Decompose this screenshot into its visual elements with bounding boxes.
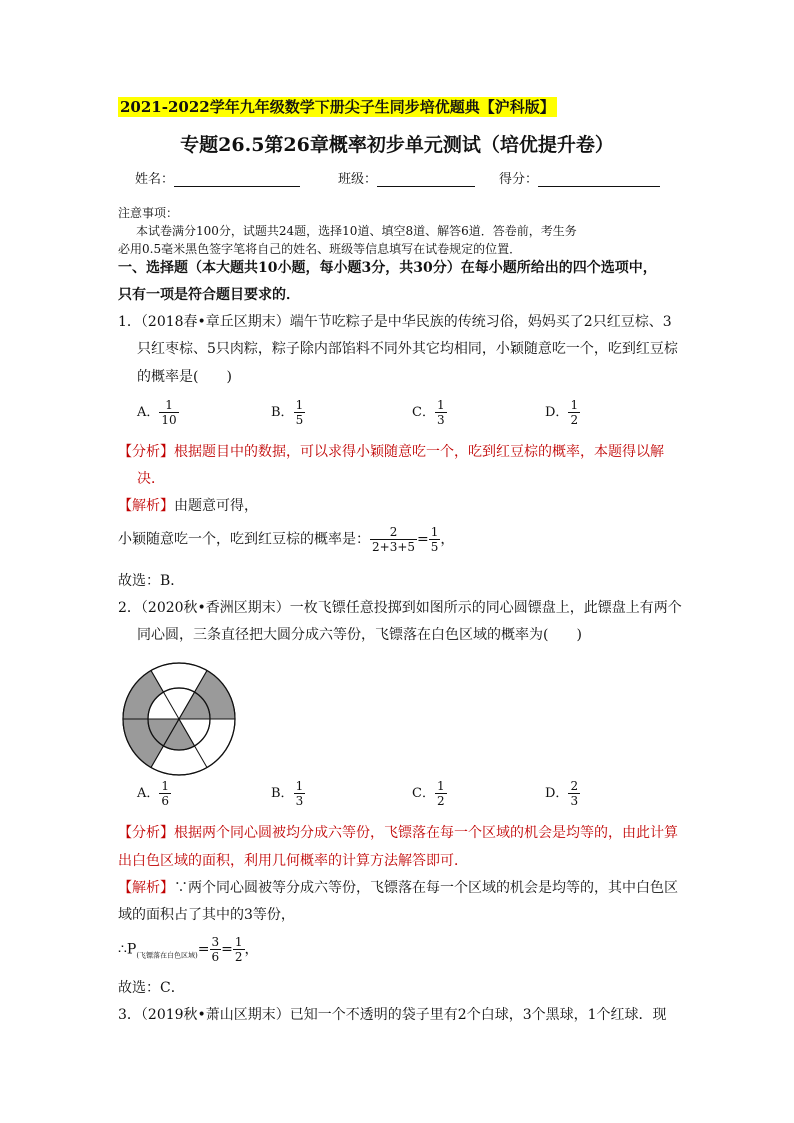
fraction: $\frac{1}{3}$ [436, 398, 445, 427]
fraction: $\frac{1}{2}$ [570, 398, 579, 427]
section1-line2: 只有一项是符合题目要求的． [118, 287, 300, 303]
q1-analysis: 【分析】根据题目中的数据，可以求得小颖随意吃一个，吃到红豆棕的概率，本题得以解 [118, 444, 664, 460]
solution-tag: 【解析】 [118, 880, 174, 896]
q1-option-d: D． $\frac{1}{2}$ [545, 398, 579, 427]
class-label: 班级： [338, 172, 378, 187]
q2-answer: 故选：C． [118, 980, 185, 996]
q2-solution-line2: 域的面积占了其中的3等份， [118, 907, 295, 923]
fraction: $\frac{1}{2}$ [234, 935, 243, 964]
section1-line1: 一、选择题（本大题共10小题，每小题3分，共30分）在每小题所给出的四个选项中， [118, 260, 657, 276]
solution-tag: 【解析】 [118, 498, 174, 514]
fraction: $\frac{1}{2}$ [436, 779, 445, 808]
q2-solution: 【解析】∵两个同心圆被等分成六等份，飞镖落在每一个区域的机会是均等的，其中白色区 [118, 880, 678, 896]
q1-analysis-line2: 决． [137, 471, 165, 487]
fraction: $\frac{1}{6}$ [161, 779, 170, 808]
analysis-tag: 【分析】 [118, 444, 174, 460]
series-banner: 2021-2022学年九年级数学下册尖子生同步培优题典【沪科版】 [120, 98, 555, 116]
q2-option-d: D． $\frac{2}{3}$ [545, 779, 579, 808]
q1-line3: 的概率是( ) [137, 369, 232, 385]
notice-heading: 注意事项： [118, 206, 179, 220]
q2-line2: 同心圆，三条直径把大圆分成六等份，飞镖落在白色区域的概率为( ) [137, 627, 582, 643]
q1-line1: 1．（2018春•章丘区期末）端午节吃粽子是中华民族的传统习俗，妈妈买了2只红豆棕、3 [118, 314, 672, 330]
name-blank [174, 172, 300, 187]
fraction: $\frac{1}{10}$ [161, 398, 177, 427]
q1-option-b: B． $\frac{1}{5}$ [271, 398, 304, 427]
class-blank [377, 172, 475, 187]
q2-option-c: C． $\frac{1}{2}$ [412, 779, 445, 808]
score-field [499, 168, 660, 187]
fraction: $\frac{1}{5}$ [430, 525, 439, 554]
q1-option-c: C． $\frac{1}{3}$ [412, 398, 445, 427]
notice-line2: 必用0.5毫米黑色签字笔将自己的姓名、班级等信息填写在试卷规定的位置． [118, 242, 522, 256]
fraction: $\frac{1}{5}$ [295, 398, 304, 427]
class-field [338, 168, 475, 187]
q1-solution: 【解析】由题意可得， [118, 498, 258, 514]
fraction: $\frac{2}{2+3+5}$ [372, 525, 416, 554]
q2-analysis-line2: 出白色区域的面积，利用几何概率的计算方法解答即可． [118, 853, 468, 869]
score-blank [538, 172, 660, 187]
name-label: 姓名： [135, 172, 175, 187]
dartboard-figure [120, 660, 238, 778]
q1-solution-calc: 小颖随意吃一个，吃到红豆棕的概率是： $\frac{2}{2+3+5}$ = $\frac{1}{5}$ ， [118, 525, 455, 554]
fraction: $\frac{1}{3}$ [295, 779, 304, 808]
notice-line1: 本试卷满分100分，试题共24题，选择10道、填空8道、解答6道．答卷前，考生务 [136, 224, 577, 238]
fraction: $\frac{3}{6}$ [211, 935, 220, 964]
name-field [135, 168, 300, 187]
analysis-tag: 【分析】 [118, 825, 174, 841]
q1-answer: 故选：B． [118, 573, 185, 589]
q2-option-b: B． $\frac{1}{3}$ [271, 779, 304, 808]
q1-option-a: A． $\frac{1}{10}$ [137, 398, 177, 427]
score-label: 得分： [499, 172, 539, 187]
q2-analysis: 【分析】根据两个同心圆被均分成六等份，飞镖落在每一个区域的机会是均等的，由此计算 [118, 825, 678, 841]
page-title: 专题26.5第26章概率初步单元测试（培优提升卷） [180, 134, 614, 156]
q3-line1: 3．（2019秋•萧山区期末）已知一个不透明的袋子里有2个白球，3个黑球，1个红球．现 [118, 1007, 667, 1023]
q2-option-a: A． $\frac{1}{6}$ [137, 779, 170, 808]
fraction: $\frac{2}{3}$ [570, 779, 579, 808]
q1-line2: 只红枣棕、5只肉粽，粽子除内部馅料不同外其它均相同，小颖随意吃一个，吃到红豆棕 [137, 341, 678, 357]
q2-solution-calc: $\therefore P_{(飞镖落在白色区域)}=$ $\frac{3}{6}$ = $\frac{1}{2}$ ， [118, 935, 259, 964]
q2-line1: 2．（2020秋•香洲区期末）一枚飞镖任意投掷到如图所示的同心圆镖盘上，此镖盘上有两个 [118, 600, 682, 616]
